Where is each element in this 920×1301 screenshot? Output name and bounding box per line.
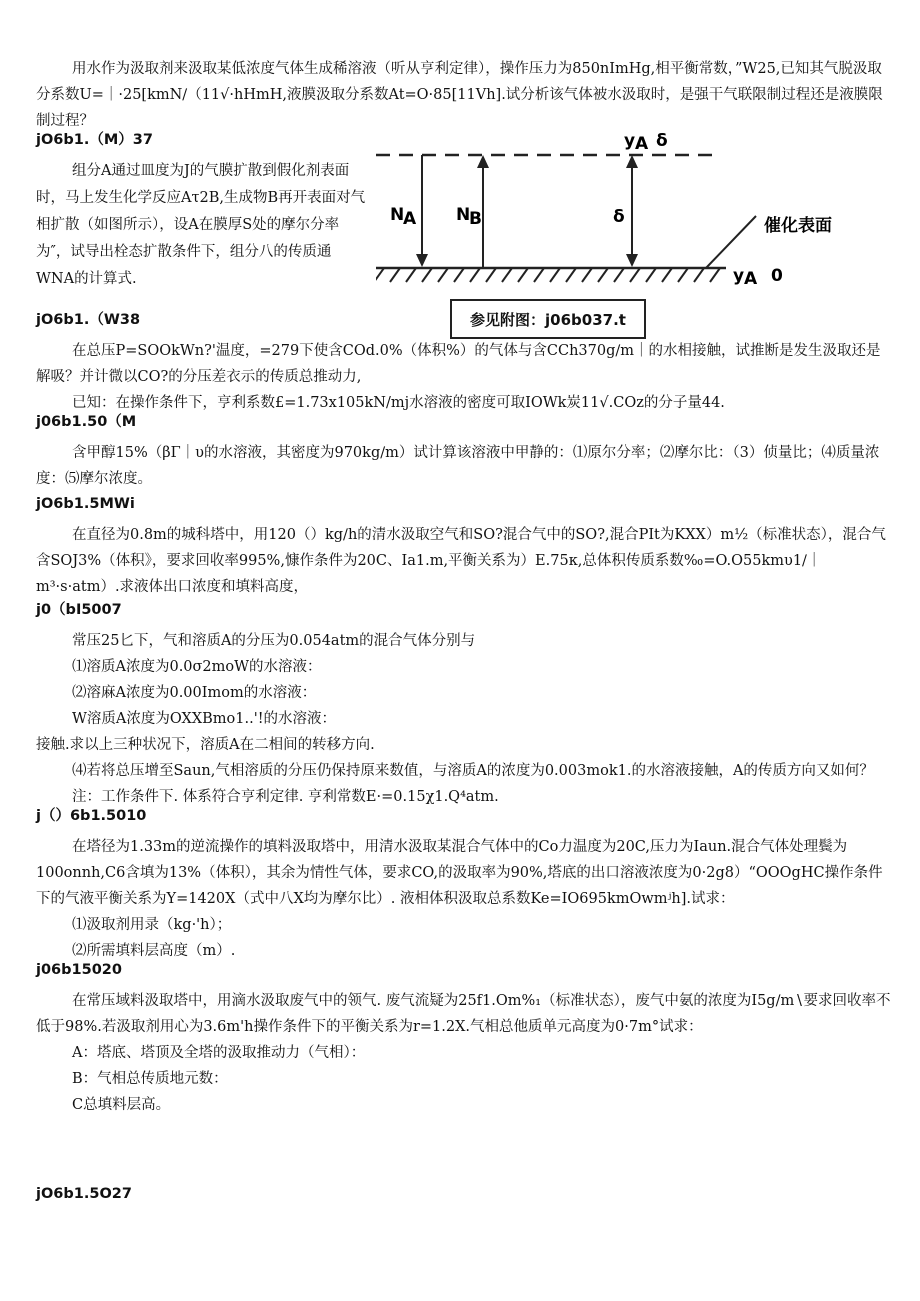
label-ya-top: y	[624, 131, 636, 151]
problem-7	[36, 804, 892, 964]
problem-4-text: 含甲醇15%（βΓ｜υ的水溶液，其密度为970kg∕m）试计算该溶液中甲静的：⑴原尔分率；⑵摩尔比：（3）侦量比；⑷质量浓度：⑸摩尔浓度。	[36, 445, 880, 487]
delta-arrow-head-down	[626, 254, 638, 267]
label-delta-top: δ	[656, 131, 668, 151]
problem-3-text-1: 在总压P=SOOkWn?'温度，=279下使含COd.0%（体积%）的气体与含CCh370g∕m｜的水相接触，试推断是发生汲取还是解吸？并计微以CO?的分压差衣示的传质总推动力,	[36, 343, 881, 385]
problem-6-line-7: 注：工作条件下. 体系符合亨利定律. 亨利常数E·=0.15χ1.Q⁴atm.	[72, 789, 499, 805]
na-arrow-head	[416, 254, 428, 267]
problem-6-line-3: ⑵溶麻A浓度为0.00Imom的水溶液：	[72, 685, 317, 701]
problem-5	[36, 492, 892, 600]
problem-1-text: 用水作为汲取剂来汲取某低浓度气体生成稀溶液（听从亨利定律），操作压力为850nImHg,相平衡常数，”W25,已知其气脱汲取分系数U=｜·25[kmN∕（11√·hHmH,液膜汲取分系数At=O·85[11Vh].试分析该气体被水汲取时，是强干气联限制过程还是液膜限制过程？	[36, 61, 883, 129]
problem-9	[36, 1182, 892, 1206]
problem-3	[36, 308, 892, 416]
problem-5-heading: jO6b1.5MWi	[36, 496, 135, 512]
label-na: N	[390, 205, 405, 225]
problem-8-item-3: C总填料层高。	[72, 1097, 171, 1113]
problem-4-heading: j06b1.50（M	[36, 414, 137, 430]
label-nb: N	[456, 205, 471, 225]
problem-5-text: 在直径为0.8m的城科塔中，用120（）kg∕h的清水汲取空气和SO?混合气中的SO?,混合PIt为KXX）m½（标准状态），混合气含SOJ3%（体积》，要求回收率995%,慷作条件为20C、Ia1.m,平衡关系为）E.75κ,总体积传质系数‰=O.O55kmυ1∕｜m³·s·atm）.求液体出口浓度和填料高度，	[36, 527, 886, 595]
problem-7-text: 在塔径为1.33m的逆流操作的填料汲取塔中，用清水汲取某混合气体中的Co力温度为20C,压力为Iaun.混合气体处理鬓为100onnh,C6含填为13%（体积），其余为情性气体，要求CO,的汲取率为90%,塔底的出口溶液浓度为0·2g8）“OOOgHC操作条件下的气液平衡关系为Y=1420X（式中八X均为摩尔比）. 液相体积汲取总系数Ke=IO695kmOwmʲh].试求：	[36, 839, 883, 907]
delta-arrow-head-up	[626, 155, 638, 168]
svg-text:A: A	[635, 134, 649, 154]
label-delta-mid: δ	[613, 207, 625, 227]
problem-3-heading: jO6b1.（W38	[36, 312, 141, 328]
problem-7-item-1: ⑴汲取剂用录（kg·'h）；	[72, 917, 232, 933]
label-zero: 0	[771, 266, 783, 286]
figure-caption: 参见附图：j06b037.t	[450, 299, 646, 339]
problem-6-line-6: ⑷若将总压增至Saun,气相溶质的分压仍保持原来数值，与溶质A的浓度为0.003mok1.的水溶液接触，A的传质方向又如何？	[72, 763, 874, 779]
label-catalyst-surface: 催化表面	[764, 216, 832, 236]
problem-6-line-2: ⑴溶质A浓度为0.0σ2moW的水溶液：	[72, 659, 322, 675]
surface-pointer-line	[706, 216, 756, 268]
problem-6-heading: j0（bI5007	[36, 602, 122, 618]
problem-8-text: 在常压域料汲取塔中，用滴水汲取废气中的领气. 废气流疑为25f1.Om%₁（标准状态），废气中氨的浓度为I5g∕m∖要求回收率不低于98%.若汲取剂用心为3.6m'h操作条件下的平衡关系为r=1.2X.气相总他质单元高度为0·7m°试求：	[36, 993, 891, 1035]
problem-2-heading: jO6b1.（M）37	[36, 132, 153, 148]
svg-text:B: B	[469, 209, 482, 229]
label-ya-bottom: y	[733, 266, 745, 286]
problem-6-line-1: 常压25匕下，气和溶质A的分压为0.054atm的混合气体分别与	[72, 633, 476, 649]
problem-7-heading: j（）6b1.5010	[36, 808, 147, 824]
problem-6	[36, 598, 892, 810]
problem-8-heading: j06b15020	[36, 962, 122, 978]
nb-arrow-head	[477, 155, 489, 168]
problem-6-line-4: W溶质A浓度为OXXBmo1..'!的水溶液：	[72, 711, 337, 727]
problem-intro	[36, 56, 892, 134]
svg-text:A: A	[744, 269, 758, 289]
problem-2-text: 组分A通过皿度为J的气膜扩散到假化剂表面时，马上发生化学反应Aτ2B,生成物B再开表面对气相扩散（如图所示），设A在膜厚S处的摩尔分率为″，试导出栓态扩散条件下，组分八的传质通WNA的计算式.	[36, 163, 366, 287]
problem-3-text-2: 已知：在操作条件下，亨利系数£=1.73x105kN/mj水溶液的密度可取IOWk炭11√.COz的分子量44.	[72, 395, 725, 411]
problem-8-item-2: B：气相总传质地元数：	[72, 1071, 228, 1087]
problem-7-item-2: ⑵所需填料层高度（m）.	[72, 943, 236, 959]
svg-text:A: A	[403, 209, 417, 229]
surface-hatching	[376, 268, 720, 282]
problem-4	[36, 410, 892, 492]
problem-6-line-5: 接触.求以上三种状况下，溶质A在二相间的转移方向.	[36, 737, 375, 753]
problem-8	[36, 958, 892, 1118]
problem-2-body	[36, 158, 366, 293]
problem-8-item-1: A：塔底、塔顶及全塔的汲取推动力（气相）：	[72, 1045, 366, 1061]
problem-9-heading: jO6b1.5O27	[36, 1186, 132, 1202]
